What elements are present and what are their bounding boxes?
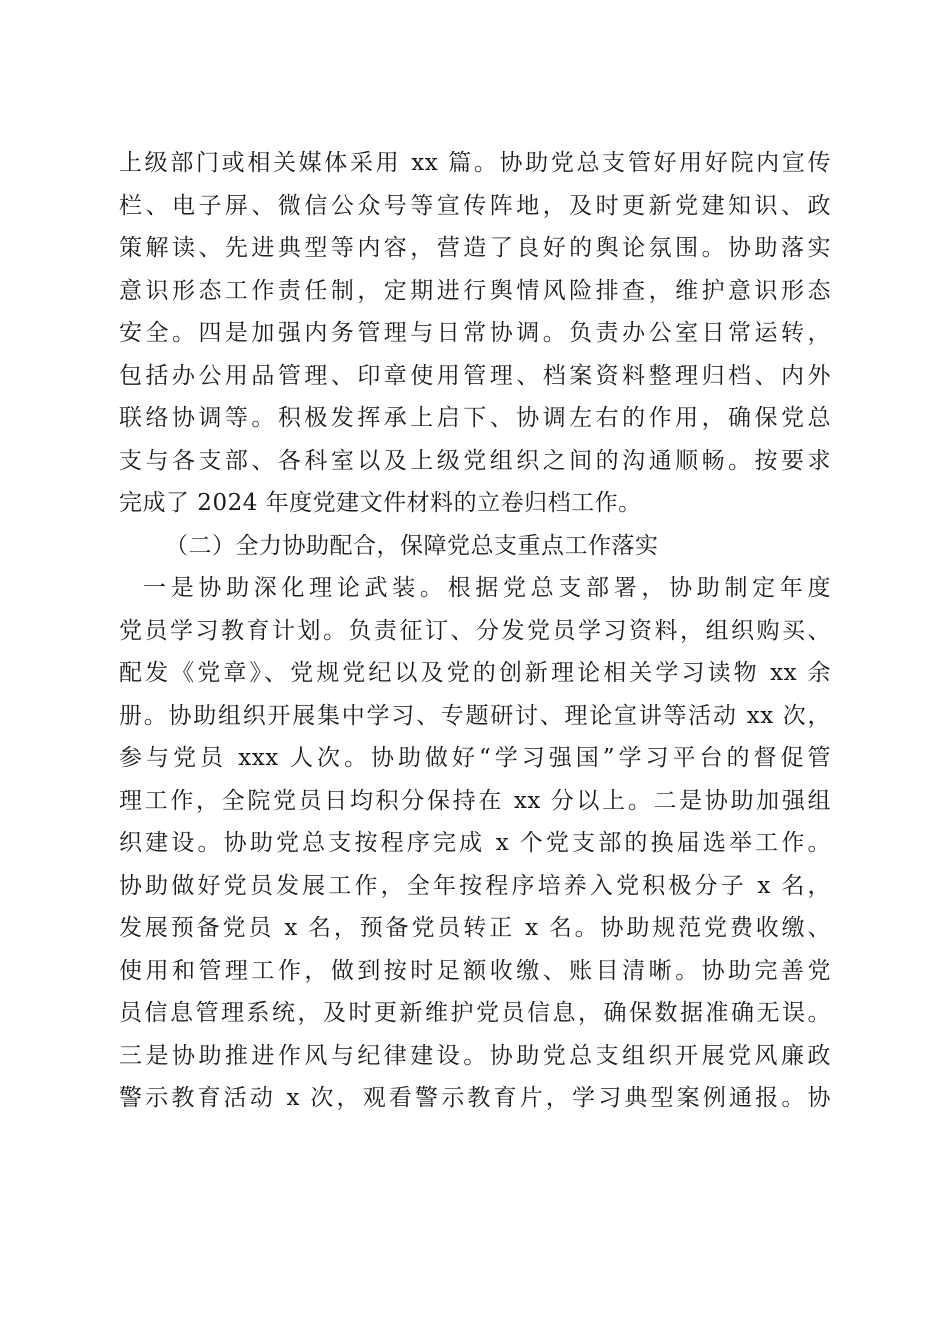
section-heading: （二）全力协助配合，保障党总支重点工作落实 (165, 532, 659, 559)
paragraph-line: 联络协调等。积极发挥承上启下、协调左右的作用，确保党总 (119, 405, 831, 431)
paragraph-line: 栏、电子屏、微信公众号等宣传阵地，及时更新党建知识、政 (119, 192, 831, 219)
paragraph-line: 参与党员 xxx 人次。协助做好“学习强国”学习平台的督促管 (119, 745, 831, 771)
paragraph-first-line: 一是协助深化理论武装。根据党总支部署，协助制定年度 (143, 575, 831, 601)
paragraph-line: 完成了 2024 年度党建文件材料的立卷归档工作。 (119, 490, 642, 516)
paragraph-line: 织建设。协助党总支按程序完成 x 个党支部的换届选举工作。 (119, 830, 831, 856)
paragraph-line: 警示教育活动 x 次，观看警示教育片，学习典型案例通报。协 (119, 1085, 831, 1111)
paragraph-line: 发展预备党员 x 名，预备党员转正 x 名。协助规范党费收缴、 (119, 915, 831, 941)
paragraph-line: 三是协助推进作风与纪律建设。协助党总支组织开展党风廉政 (119, 1042, 831, 1069)
paragraph-line: 包括办公用品管理、印章使用管理、档案资料整理归档、内外 (119, 362, 831, 389)
paragraph-line: 支与各支部、各科室以及上级党组织之间的沟通顺畅。按要求 (119, 447, 831, 474)
paragraph-line: 理工作，全院党员日均积分保持在 xx 分以上。二是协助加强组 (119, 787, 831, 814)
paragraph-line: 党员学习教育计划。负责征订、分发党员学习资料，组织购买、 (119, 617, 831, 644)
paragraph-line: 上级部门或相关媒体采用 xx 篇。协助党总支管好用好院内宣传 (119, 150, 831, 176)
paragraph-line: 安全。四是加强内务管理与日常协调。负责办公室日常运转， (119, 320, 831, 346)
paragraph-line: 策解读、先进典型等内容，营造了良好的舆论氛围。协助落实 (119, 235, 831, 261)
paragraph-line: 使用和管理工作，做到按时足额收缴、账目清晰。协助完善党 (119, 957, 831, 984)
paragraph-line: 协助做好党员发展工作，全年按程序培养入党积极分子 x 名， (119, 872, 831, 899)
paragraph-line: 配发《党章》、党规党纪以及党的创新理论相关学习读物 xx 余 (119, 660, 831, 686)
document-body (119, 142, 831, 1120)
paragraph-line: 意识形态工作责任制，定期进行舆情风险排查，维护意识形态 (119, 277, 831, 304)
paragraph-line: 员信息管理系统，及时更新维护党员信息，确保数据准确无误。 (119, 1000, 831, 1026)
paragraph-line: 册。协助组织开展集中学习、专题研讨、理论宣讲等活动 xx 次， (119, 702, 831, 729)
